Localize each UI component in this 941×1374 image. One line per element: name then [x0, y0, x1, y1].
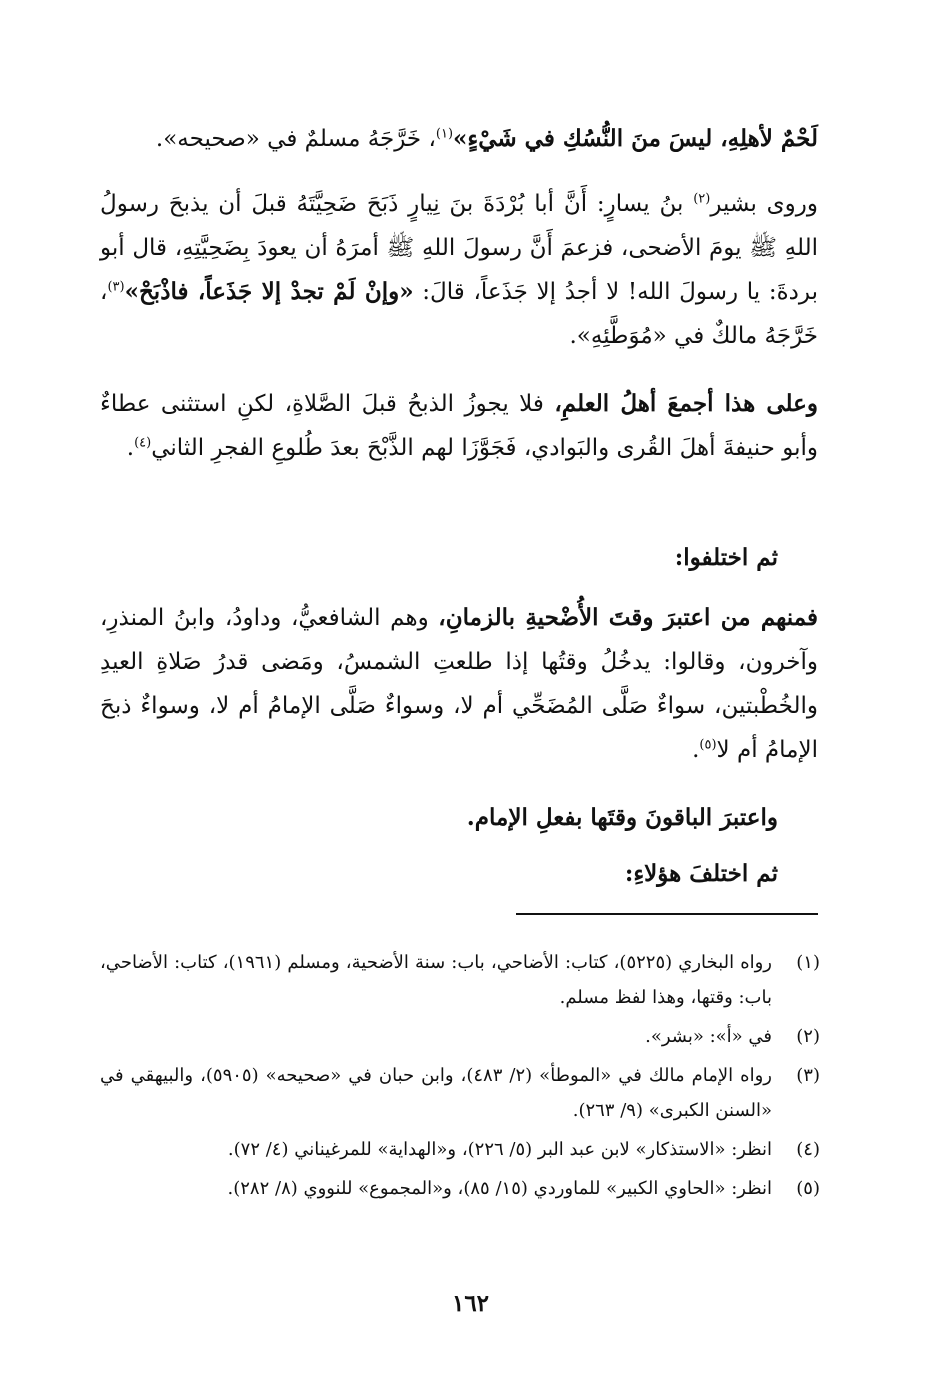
footnote-number: (٣) — [796, 1065, 820, 1086]
paragraph-lead: وعلى هذا أجمعَ أهلُ العلمِ، — [554, 390, 818, 417]
footnote-number: (٥) — [796, 1178, 820, 1199]
paragraph-tail: . — [126, 435, 135, 461]
footnote-ref-1: (١) — [435, 126, 454, 142]
footnote-2 — [100, 1019, 820, 1054]
paragraph-4 — [100, 596, 818, 772]
footnote-ref-2: (٢) — [693, 191, 711, 207]
footnote-text: انظر: «الاستذكار» لابن عبد البر (٥/ ٢٢٦)، و«الهداية» للمرغيناني (٤/ ٧٢). — [227, 1139, 772, 1160]
footnote-text: في «أ»: «بشر». — [645, 1026, 772, 1047]
paragraph-lead: وروى بشير — [710, 191, 818, 217]
footnote-5 — [100, 1171, 820, 1206]
footnote-ref-5: (٥) — [699, 737, 717, 753]
footnotes — [100, 945, 820, 1210]
footnote-ref-3: (٣) — [107, 279, 125, 295]
paragraph-tail: . — [692, 737, 700, 763]
footnote-1 — [100, 945, 820, 1015]
footnote-divider — [516, 913, 818, 915]
paragraph-tail: ، خَرَّجَهُ مالكٌ في «مُوَطَّئِهِ». — [100, 279, 818, 349]
paragraph-1 — [100, 117, 818, 161]
footnote-ref-4: (٤) — [134, 435, 152, 451]
paragraph-2 — [100, 182, 818, 358]
hadith-quote: «وإنْ لَمْ تجدْ إلا جَذَعاً، فاذْبَحْ» — [124, 278, 414, 305]
paragraph-3 — [100, 382, 818, 470]
page-number: ١٦٢ — [451, 1290, 490, 1317]
footnote-number: (١) — [796, 952, 820, 973]
footnote-3 — [100, 1058, 820, 1128]
footnote-4 — [100, 1132, 820, 1167]
paragraph-5: واعتبرَ الباقونَ وقتَها بفعلِ الإمام. — [466, 804, 778, 831]
paragraph-text: فلا يجوزُ الذبحُ قبلَ الصَّلاةِ، لكنِ استثنى عطاءٌ وأبو حنيفةَ أهلَ القُرى والبَوادي، فَجَوَّزَا لهم الذَّبْحَ بعدَ طُلوعِ الفجرِ الثاني — [100, 391, 818, 461]
footnote-number: (٢) — [796, 1026, 820, 1047]
section-heading-1: ثم اختلفوا: — [674, 544, 778, 571]
section-heading-2: ثم اختلفَ هؤلاءِ: — [624, 860, 778, 887]
paragraph-text: وهم الشافعيُّ، وداودُ، وابنُ المنذرِ، وآخرون، وقالوا: يدخُلُ وقتُها إذا طلعتِ الشمسُ، ومَضى قدرُ صَلاةِ العيدِ والخُطْبتين، سواءٌ صَلَّى المُضَحِّي أم لا، وسواءٌ صَلَّى الإمامُ أم لا، وسواءٌ ذبحَ الإمامُ أم لا — [100, 605, 818, 763]
footnote-number: (٤) — [796, 1139, 820, 1160]
paragraph-text: ، خَرَّجَهُ مسلمٌ في «صحيحه». — [155, 126, 436, 152]
paragraph-lead: فمنهم من اعتبرَ وقتَ الأُضْحيةِ بالزمانِ، — [438, 604, 818, 631]
footnote-text: رواه البخاري (٥٢٢٥)، كتاب: الأضاحي، باب: سنة الأضحية، ومسلم (١٩٦١)، كتاب: الأضاحي، باب: وقتها، وهذا لفظ مسلم. — [100, 952, 773, 1008]
hadith-quote: لَحْمٌ لأهلِهِ، ليسَ منَ النُّسُكِ في شَيْءٍ» — [453, 125, 818, 152]
paragraph-text: بنُ يسارٍ: أَنَّ أبا بُرْدَةَ بنَ نِيارٍ ذَبَحَ ضَحِيَّتَهُ قبلَ أن يذبحَ رسولُ اللهِ ﷺ يومَ الأضحى، فزعمَ أَنَّ رسولَ اللهِ ﷺ أمرَهُ أن يعودَ بِضَحِيَّتِهِ، قال أبو بردةَ: يا رسولَ الله! لا أجدُ إلا جَذَعاً، قالَ: — [100, 191, 818, 305]
footnote-text: رواه الإمام مالك في «الموطأ» (٢/ ٤٨٣)، وابن حبان في «صحيحه» (٥٩٠٥)، والبيهقي في «السنن الكبرى» (٩/ ٢٦٣). — [100, 1065, 772, 1121]
footnote-text: انظر: «الحاوي الكبير» للماوردي (١٥/ ٨٥)، و«المجموع» للنووي (٨/ ٢٨٢). — [227, 1178, 772, 1199]
